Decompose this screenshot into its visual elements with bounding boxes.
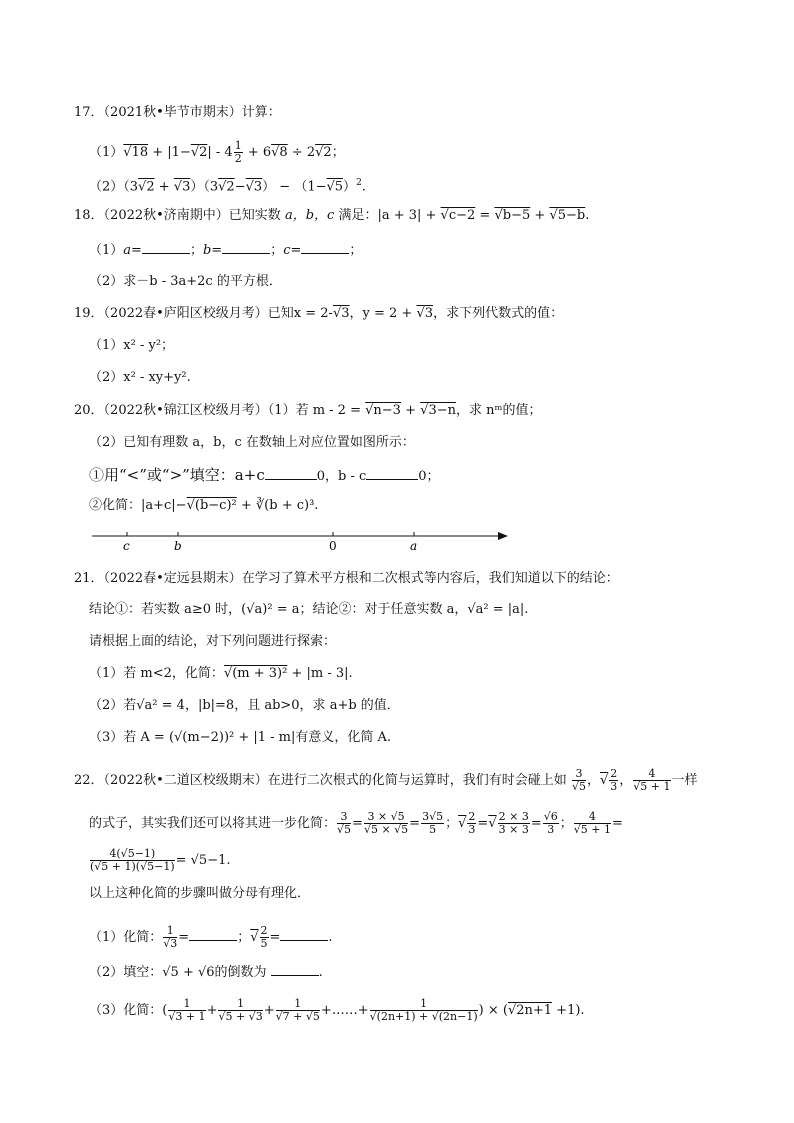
axis-label-c: c — [123, 539, 130, 553]
q21-conclusions: 结论①：若实数 a≥0 时，(√a)² = a；结论②：对于任意实数 a，√a² = |a|. — [89, 602, 529, 617]
number-line — [90, 530, 510, 560]
q20-sub1: ①用“<”或“>”填空：a+c 0，b - c 0； — [89, 466, 440, 484]
q22-line4: 以上这种化简的步骤叫做分母有理化． — [89, 886, 311, 901]
q17-part1: （1）√18 + |1−√2| - 4 $\frac{1}{2}$ + 6√8 ÷ 2√2； — [89, 139, 345, 165]
q22-part1: （1）化简： $\frac{1}{√3}$ = ；√ $\frac{2}{5}$ = . — [89, 924, 333, 950]
q18-part1: （1）a= ；b= ；c= ； — [89, 243, 363, 258]
q18-part2: （2）求－b - 3a+2c 的平方根． — [89, 274, 282, 289]
answer-blank-q22-1[interactable] — [189, 928, 237, 941]
q21-part1: （1）若 m<2，化简：√(m + 3)² + |m - 3|. — [89, 666, 353, 681]
q19-part1: （1）x² - y²； — [89, 338, 175, 353]
axis-label-0: 0 — [329, 539, 337, 553]
q21-part2: （2）若√a² = 4，|b|=8，且 ab>0，求 a+b 的值． — [89, 698, 400, 713]
axis-label-b: b — [174, 539, 182, 553]
q20-stem: 20．（2022秋•锦江区校级月考）（1）若 m - 2 = √n−3 + √3−n，求 nᵐ的值； — [74, 403, 542, 418]
q18-stem: 18．（2022秋•济南期中）已知实数 a，b，c 满足：|a + 3| + √c−2 = √b−5 + √5−b. — [74, 208, 590, 223]
axis-label-a: a — [410, 539, 418, 553]
q17-stem: 17．（2021秋•毕节市期末）计算： — [74, 105, 281, 120]
answer-blank-q22-2[interactable] — [280, 928, 328, 941]
arrow-icon — [498, 532, 508, 540]
answer-blank-b[interactable] — [222, 241, 270, 254]
q21-stem: 21．（2022春•定远县期末）在学习了算术平方根和二次根式等内容后，我们知道以下的结论： — [74, 571, 619, 586]
q19-part2: （2）x² - xy+y². — [89, 370, 191, 385]
q21-part3: （3）若 A = (√(m−2))² + |1 - m|有意义，化简 A. — [89, 730, 392, 745]
q19-stem: 19．（2022春•庐阳区校级月考）已知x = 2-√3，y = 2 + √3，求下列代数式的值： — [74, 306, 564, 321]
q20-sub2: ②化简：|a+c|−√(b−c)² + ∛(b + c)³. — [89, 498, 319, 513]
answer-blank-c[interactable] — [301, 241, 349, 254]
q22-line2: 的式子，其实我们还可以将其进一步化简： $\frac{3}{√5}$ = $\frac{3 \times √5}{√5 \times √5}$ = $\frac{3√5}{5}$ ；√ $\frac{2}{3}$ =√ $\frac{2 \times 3}{3 \times 3}$ = $\frac{√6}{3}$ ； $\frac{4}{√5 + 1}$ = — [89, 810, 623, 836]
answer-blank-ac[interactable] — [265, 467, 317, 480]
q21-explore: 请根据上面的结论，对下列问题进行探索： — [89, 634, 337, 649]
q22-stem: 22．（2022秋•二道区校级期末）在进行二次根式的化简与运算时，我们有时会碰上如 $\frac{3}{√5}$ ，√ $\frac{2}{3}$ ， $\frac{4}{√5 + 1}$ 一样 — [74, 767, 698, 793]
q17-part2: $(2)(3√2 + √3)(3√2-√3) - (1-√5)^2$. — [89, 178, 366, 195]
answer-blank-a[interactable] — [142, 241, 190, 254]
q22-line3: $\frac{4(√5-1)}{(√5 + 1)(√5-1)}$ = √5−1. — [90, 847, 231, 873]
q22-part3: （3）化简：( $\frac{1}{√3 + 1}$ + $\frac{1}{√5 + √3}$ + $\frac{1}{√7 + √5}$ +……+ $\frac{1}{√(2n+1) + √(2n-1)}$ ) × (√2n+1 +1). — [89, 997, 585, 1023]
answer-blank-bc[interactable] — [366, 467, 418, 480]
q22-part2: （2）填空：√5 + √6的倒数为 . — [89, 965, 323, 980]
answer-blank-q22-3[interactable] — [271, 963, 319, 976]
q20-part2: （2）已知有理数 a，b，c 在数轴上对应位置如图所示： — [89, 435, 415, 450]
